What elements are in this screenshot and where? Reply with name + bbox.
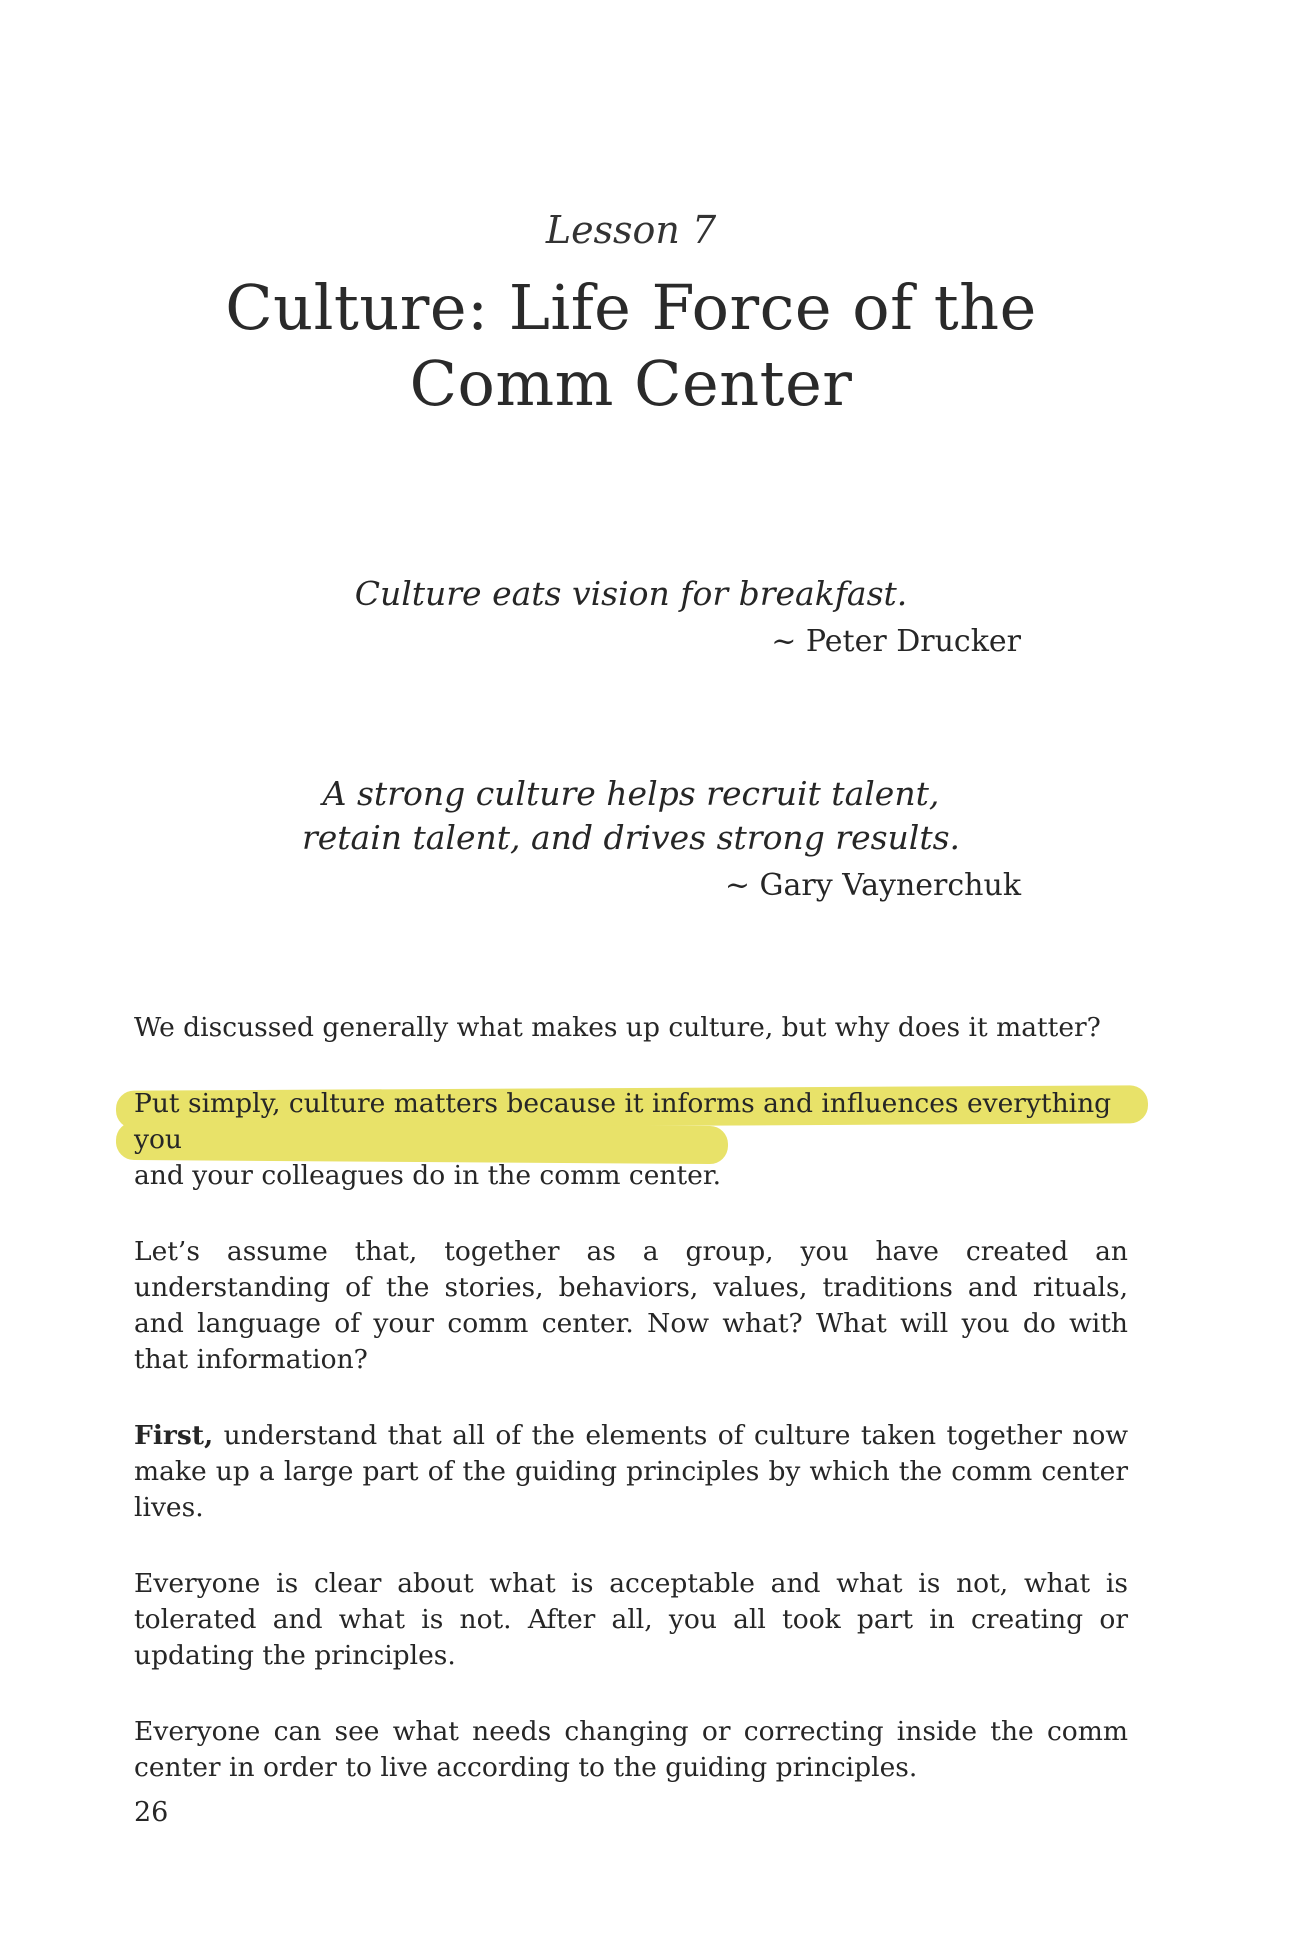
paragraph-5: Everyone is clear about what is acceptable and what is not, what is tolerated and what is not. After all, you all took part in creating or updating the principles. xyxy=(134,1568,1128,1671)
epigraph-quote-2 xyxy=(0,772,1262,906)
chapter-title xyxy=(0,270,1262,422)
paragraph-2-line-1: Put simply, culture matters because it informs and influences everything you xyxy=(134,1088,1112,1155)
paragraph-2 xyxy=(134,1086,1128,1194)
quote-line: Culture eats vision for breakfast. xyxy=(354,574,908,613)
paragraph-2-line-2: and your colleagues do in the comm center. xyxy=(134,1160,722,1191)
paragraph-1: We discussed generally what makes up culture, but why does it matter? xyxy=(134,1012,1101,1043)
body-text xyxy=(134,1010,1128,1826)
chapter-title-line-1: Culture: Life Force of the xyxy=(225,271,1037,344)
quote-attribution: ~ Gary Vaynerchuk xyxy=(724,868,1021,903)
page-number: 26 xyxy=(134,1797,169,1828)
quote-text xyxy=(0,572,1262,616)
paragraph-4-text: understand that all of the elements of culture taken together now make up a large part of the guiding principles by which the comm center lives. xyxy=(134,1420,1128,1523)
paragraph-6: Everyone can see what needs changing or correcting inside the comm center in order to live according to the guiding principles. xyxy=(134,1716,1128,1783)
chapter-title-line-2: Comm Center xyxy=(409,347,853,420)
quote-attribution: ~ Peter Drucker xyxy=(771,624,1021,659)
lesson-label: Lesson 7 xyxy=(545,208,717,252)
quote-text xyxy=(0,772,1262,860)
highlighted-paragraph xyxy=(134,1086,1128,1194)
paragraph-3: Let’s assume that, together as a group, you have created an understanding of the stories, behaviors, values, traditions and rituals, and language of your comm center. Now what? What will you do with that information? xyxy=(134,1236,1128,1375)
paragraph-4 xyxy=(134,1418,1128,1526)
quote-line: A strong culture helps recruit talent, xyxy=(322,774,940,813)
paragraph-4-lead: First, xyxy=(134,1420,214,1451)
epigraph-quote-1 xyxy=(0,572,1262,662)
quote-line: retain talent, and drives strong results. xyxy=(301,818,961,857)
